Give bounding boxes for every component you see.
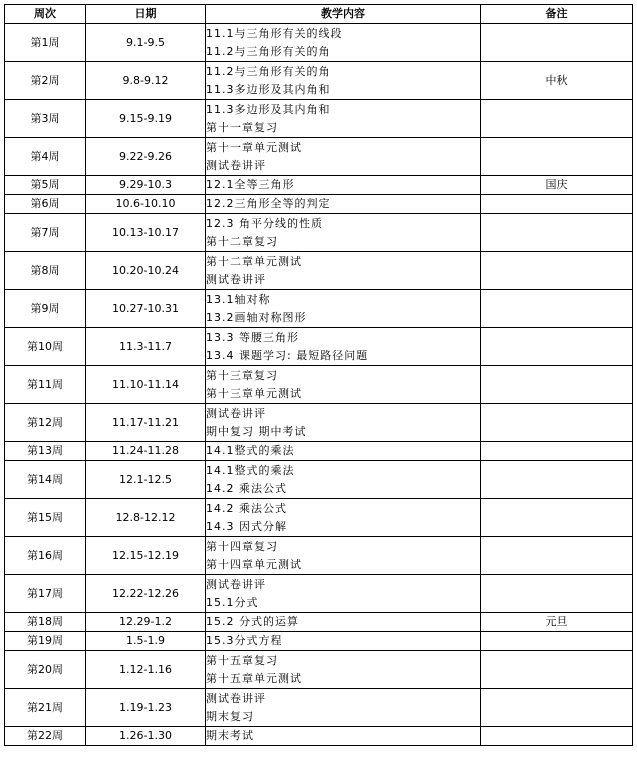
- week-cell: 第18周: [5, 613, 86, 632]
- week-cell: 第4周: [5, 138, 86, 176]
- note-cell: [481, 499, 633, 537]
- table-row: [5, 442, 633, 461]
- date-cell: 12.22-12.26: [86, 575, 206, 613]
- content-cell: [206, 689, 481, 727]
- content-line: 12.2三角形全等的判定: [206, 197, 331, 210]
- content-cell: [206, 195, 481, 214]
- note-cell: [481, 138, 633, 176]
- content-cell: [206, 461, 481, 499]
- content-line: 第十一章单元测试: [206, 140, 302, 154]
- content-line: 第十一章复习: [206, 120, 278, 134]
- content-cell: [206, 651, 481, 689]
- week-cell: 第10周: [5, 328, 86, 366]
- date-cell: 1.5-1.9: [86, 632, 206, 651]
- table-row: [5, 537, 633, 575]
- table-row: [5, 176, 633, 195]
- content-line: 15.2 分式的运算: [206, 615, 299, 628]
- content-line: 测试卷讲评: [206, 406, 266, 420]
- week-cell: 第12周: [5, 404, 86, 442]
- table-row: [5, 214, 633, 252]
- date-cell: 11.10-11.14: [86, 366, 206, 404]
- date-cell: 12.15-12.19: [86, 537, 206, 575]
- header-date: 日期: [86, 5, 206, 24]
- note-cell: 国庆: [481, 176, 633, 195]
- content-cell: [206, 24, 481, 62]
- content-line: 14.1整式的乘法: [206, 444, 295, 457]
- table-row: [5, 461, 633, 499]
- date-cell: 10.20-10.24: [86, 252, 206, 290]
- date-cell: 1.19-1.23: [86, 689, 206, 727]
- week-cell: 第17周: [5, 575, 86, 613]
- content-line: 11.1与三角形有关的线段: [206, 26, 343, 40]
- note-cell: 中秋: [481, 62, 633, 100]
- note-cell: [481, 461, 633, 499]
- content-cell: [206, 366, 481, 404]
- content-line: 15.3分式方程: [206, 634, 283, 647]
- content-line: 14.2 乘法公式: [206, 481, 287, 495]
- content-line: 第十五章复习: [206, 653, 278, 667]
- week-cell: 第3周: [5, 100, 86, 138]
- content-line: 第十二章单元测试: [206, 254, 302, 268]
- content-cell: [206, 404, 481, 442]
- note-cell: [481, 195, 633, 214]
- table-row: [5, 290, 633, 328]
- date-cell: 11.17-11.21: [86, 404, 206, 442]
- week-cell: 第16周: [5, 537, 86, 575]
- header-week: 周次: [5, 5, 86, 24]
- content-line: 14.2 乘法公式: [206, 501, 287, 515]
- table-row: [5, 328, 633, 366]
- table-body: [5, 24, 633, 746]
- content-line: 11.2与三角形有关的角: [206, 64, 331, 78]
- table-row: [5, 499, 633, 537]
- note-cell: [481, 252, 633, 290]
- week-cell: 第6周: [5, 195, 86, 214]
- week-cell: 第15周: [5, 499, 86, 537]
- week-cell: 第19周: [5, 632, 86, 651]
- teaching-schedule-table: [4, 4, 633, 746]
- note-cell: [481, 100, 633, 138]
- date-cell: 12.8-12.12: [86, 499, 206, 537]
- date-cell: 9.29-10.3: [86, 176, 206, 195]
- note-cell: [481, 366, 633, 404]
- note-cell: 元旦: [481, 613, 633, 632]
- table-row: [5, 100, 633, 138]
- week-cell: 第13周: [5, 442, 86, 461]
- content-cell: [206, 328, 481, 366]
- content-cell: [206, 176, 481, 195]
- date-cell: 1.26-1.30: [86, 727, 206, 746]
- content-line: 第十四章单元测试: [206, 557, 302, 571]
- content-line: 期末考试: [206, 729, 254, 742]
- week-cell: 第14周: [5, 461, 86, 499]
- content-cell: [206, 727, 481, 746]
- table-row: [5, 404, 633, 442]
- content-cell: [206, 499, 481, 537]
- content-line: 13.1轴对称: [206, 292, 271, 306]
- table-row: [5, 632, 633, 651]
- week-cell: 第11周: [5, 366, 86, 404]
- note-cell: [481, 651, 633, 689]
- date-cell: 12.1-12.5: [86, 461, 206, 499]
- note-cell: [481, 575, 633, 613]
- note-cell: [481, 442, 633, 461]
- week-cell: 第7周: [5, 214, 86, 252]
- date-cell: 12.29-1.2: [86, 613, 206, 632]
- content-cell: [206, 100, 481, 138]
- content-line: 14.3 因式分解: [206, 519, 287, 533]
- note-cell: [481, 632, 633, 651]
- table-row: [5, 651, 633, 689]
- week-cell: 第21周: [5, 689, 86, 727]
- content-cell: [206, 290, 481, 328]
- table-row: [5, 252, 633, 290]
- header-note: 备注: [481, 5, 633, 24]
- content-line: 期中复习 期中考试: [206, 424, 307, 438]
- week-cell: 第2周: [5, 62, 86, 100]
- table-row: [5, 24, 633, 62]
- note-cell: [481, 537, 633, 575]
- content-line: 11.2与三角形有关的角: [206, 44, 331, 58]
- date-cell: 9.8-9.12: [86, 62, 206, 100]
- week-cell: 第22周: [5, 727, 86, 746]
- content-line: 11.3多边形及其内角和: [206, 82, 331, 96]
- week-cell: 第5周: [5, 176, 86, 195]
- table-row: [5, 613, 633, 632]
- note-cell: [481, 24, 633, 62]
- content-cell: [206, 138, 481, 176]
- content-cell: [206, 537, 481, 575]
- content-cell: [206, 214, 481, 252]
- table-row: [5, 366, 633, 404]
- table-row: [5, 727, 633, 746]
- date-cell: 10.27-10.31: [86, 290, 206, 328]
- date-cell: 10.13-10.17: [86, 214, 206, 252]
- content-line: 12.1全等三角形: [206, 178, 295, 191]
- content-line: 第十三章单元测试: [206, 386, 302, 400]
- note-cell: [481, 689, 633, 727]
- week-cell: 第8周: [5, 252, 86, 290]
- date-cell: 11.3-11.7: [86, 328, 206, 366]
- content-cell: [206, 632, 481, 651]
- content-line: 第十三章复习: [206, 368, 278, 382]
- table-row: [5, 138, 633, 176]
- content-cell: [206, 62, 481, 100]
- table-row: [5, 62, 633, 100]
- note-cell: [481, 290, 633, 328]
- header-content: 教学内容: [206, 5, 481, 24]
- content-line: 测试卷讲评: [206, 691, 266, 705]
- content-line: 期末复习: [206, 709, 254, 723]
- content-line: 第十五章单元测试: [206, 671, 302, 685]
- content-line: 11.3多边形及其内角和: [206, 102, 331, 116]
- content-cell: [206, 613, 481, 632]
- content-line: 测试卷讲评: [206, 577, 266, 591]
- note-cell: [481, 328, 633, 366]
- content-cell: [206, 252, 481, 290]
- content-line: 测试卷讲评: [206, 158, 266, 172]
- week-cell: 第1周: [5, 24, 86, 62]
- date-cell: 11.24-11.28: [86, 442, 206, 461]
- content-line: 14.1整式的乘法: [206, 463, 295, 477]
- note-cell: [481, 404, 633, 442]
- content-line: 第十四章复习: [206, 539, 278, 553]
- date-cell: 9.15-9.19: [86, 100, 206, 138]
- content-line: 第十二章复习: [206, 234, 278, 248]
- content-line: 13.3 等腰三角形: [206, 330, 299, 344]
- week-cell: 第20周: [5, 651, 86, 689]
- date-cell: 10.6-10.10: [86, 195, 206, 214]
- note-cell: [481, 214, 633, 252]
- table-header-row: [5, 5, 633, 24]
- date-cell: 9.1-9.5: [86, 24, 206, 62]
- content-cell: [206, 575, 481, 613]
- table-row: [5, 195, 633, 214]
- content-line: 13.2画轴对称图形: [206, 310, 307, 324]
- date-cell: 9.22-9.26: [86, 138, 206, 176]
- table-row: [5, 575, 633, 613]
- table-row: [5, 689, 633, 727]
- content-line: 测试卷讲评: [206, 272, 266, 286]
- content-cell: [206, 442, 481, 461]
- note-cell: [481, 727, 633, 746]
- content-line: 13.4 课题学习: 最短路径问题: [206, 348, 369, 362]
- week-cell: 第9周: [5, 290, 86, 328]
- content-line: 15.1分式: [206, 595, 259, 609]
- content-line: 12.3 角平分线的性质: [206, 216, 323, 230]
- date-cell: 1.12-1.16: [86, 651, 206, 689]
